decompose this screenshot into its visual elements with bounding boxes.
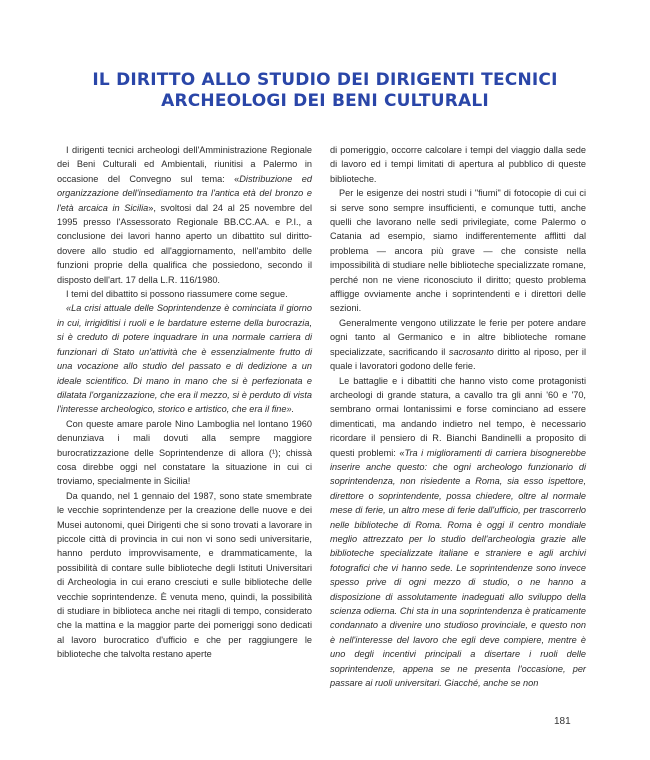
paragraph: Da quando, nel 1 gennaio del 1987, sono state smembrate le vecchie soprintendenze per la creazione delle nuove e dei Musei autonomi, quei Dirigenti che si sono trovati a lavorare in piccole città di provincia in cui non vi sono sedi universitarie, hanno perduto improvvisamente, e drammaticamente, la possibilità di contare sulle biblioteche degli Istituti Universitari di Archeologia in cui erano cresciuti e sulle biblioteche delle vecchie soprintendenze. È venuta meno, quindi, la possibilità di studiare in biblioteca anche nei ritagli di tempo, considerato che la mattina e la maggior parte dei pomeriggi sono dedicati al lavoro burocratico d'ufficio e che per raggiungere le biblioteche che talvolta restano aperte <box>57 490 312 660</box>
right-column <box>330 143 586 690</box>
page-number: 181 <box>554 716 571 727</box>
article-title <box>40 70 610 112</box>
paragraph: Le battaglie e i dibattiti che hanno visto come protagonisti archeologi di grande statura, a cavallo tra gli anni '60 e '70, sembrano ormai lontanissimi e forse cominciano ad essere dimenticati, ma andando indietro nel tempo, è necessario ricordare il pensiero di R. Bianchi Bandinelli a proposito di questi problemi: «Tra i miglioramenti di carriera bisognerebbe inserire anche questo: che ogni archeologo funzionario di soprintendenza, non risiedente a Roma, sia esso ispettore, direttore o soprintendente, possa chiedere, oltre al normale mese di ferie, un altro mese di ferie dall'ufficio, per trascorrerlo nelle biblioteche di Roma. Roma è oggi il centro mondiale meglio attrezzato per lo studio dell'archeologia grazie alle biblioteche specializzate italiane e straniere e agli archivi fotografici che vi hanno sede. Le soprintendenze sono invece spesso prive di ogni mezzo di studio, o ne hanno a disposizione di assolutamente inadeguati allo sviluppo della scienza odierna. Chi sta in una soprintendenza è praticamente condannato a divenire uno studioso provinciale, e questo non è nell'interesse del lavoro che egli deve compiere, mentre è uno degli incentivi principali a disertare i ruoli delle soprintendenze, appena se ne presenta l'occasione, per passare ai ruoli universitari. Giacché, anche se non <box>330 375 586 689</box>
paragraph: di pomeriggio, occorre calcolare i tempi del viaggio dalla sede di lavoro ed i tempi limitati di apertura al pubblico di queste biblioteche. <box>330 145 586 184</box>
paragraph: Con queste amare parole Nino Lamboglia nel lontano 1960 denunziava i mali dovuti alla sempre maggiore burocratizzazione delle Soprintendenze di allora (¹); chissà cosa direbbe oggi nel constatare la situazione in cui ci troviamo, specialmente in Sicilia! <box>57 418 312 487</box>
paragraph: I temi del dibattito si possono riassumere come segue. <box>66 289 288 300</box>
quotation: «La crisi attuale delle Soprintendenze è cominciata il giorno in cui, irrigiditisi i ruoli e le bardature esterne della burocrazia, si è creduto di potere inquadrare in una normale carriera di funzionari di Stato un'attività che è essenzialmente frutto di una vocazione allo studio del passato e di dedizione a un ideale scientifico. Di mano in mano che si è perfezionata e dilatata l'organizzazione, che era il mezzo, si è perduto di vista l'interesse archeologico, storico e artistico, che era il fine». <box>57 303 312 415</box>
title-line-2: ARCHEOLOGI DEI BENI CULTURALI <box>161 91 489 111</box>
paragraph: Generalmente vengono utilizzate le ferie per potere andare ogni tanto al Germanico e in altre biblioteche romane specializzate, sacrificando il sacrosanto diritto al riposo, per il quale i lavoratori godono delle ferie. <box>330 317 586 372</box>
title-line-1: IL DIRITTO ALLO STUDIO DEI DIRIGENTI TECNICI <box>92 70 558 90</box>
left-column <box>57 143 312 662</box>
paragraph: I dirigenti tecnici archeologi dell'Amministrazione Regionale dei Beni Culturali ed Ambientali, riunitisi a Palermo in occasione del Convegno sul tema: «Distribuzione ed organizzazione dell'insediamento tra l'antica età del bronzo e l'età arcaica in Sicilia», svoltosi dal 24 al 25 novembre del 1995 presso l'Assessorato Regionale BB.CC.AA. e P.I., a conclusione dei lavori hanno aperto un dibattito sul diritto-dovere allo studio ed all'aggiornamento, nell'ambito delle funzioni proprie della qualifica che possiedono, secondo il disposto dell'art. 17 della L.R. 116/1980. <box>57 145 312 285</box>
paragraph: Per le esigenze dei nostri studi i "fiumi" di fotocopie di cui ci si serve sono sempre insufficienti, e comunque tutti, anche quelli che lavorano nelle sedi privilegiate, come Palermo o Catania ad esempio, siamo indifferentemente afflitti dal problema — ancora più grave — che consiste nella impossibilità di studiare nelle biblioteche specializzate romane, perché non ne viene riconosciuto il diritto; questo problema affligge ovviamente anche i soprintendenti e i direttori delle sezioni. <box>330 188 586 314</box>
